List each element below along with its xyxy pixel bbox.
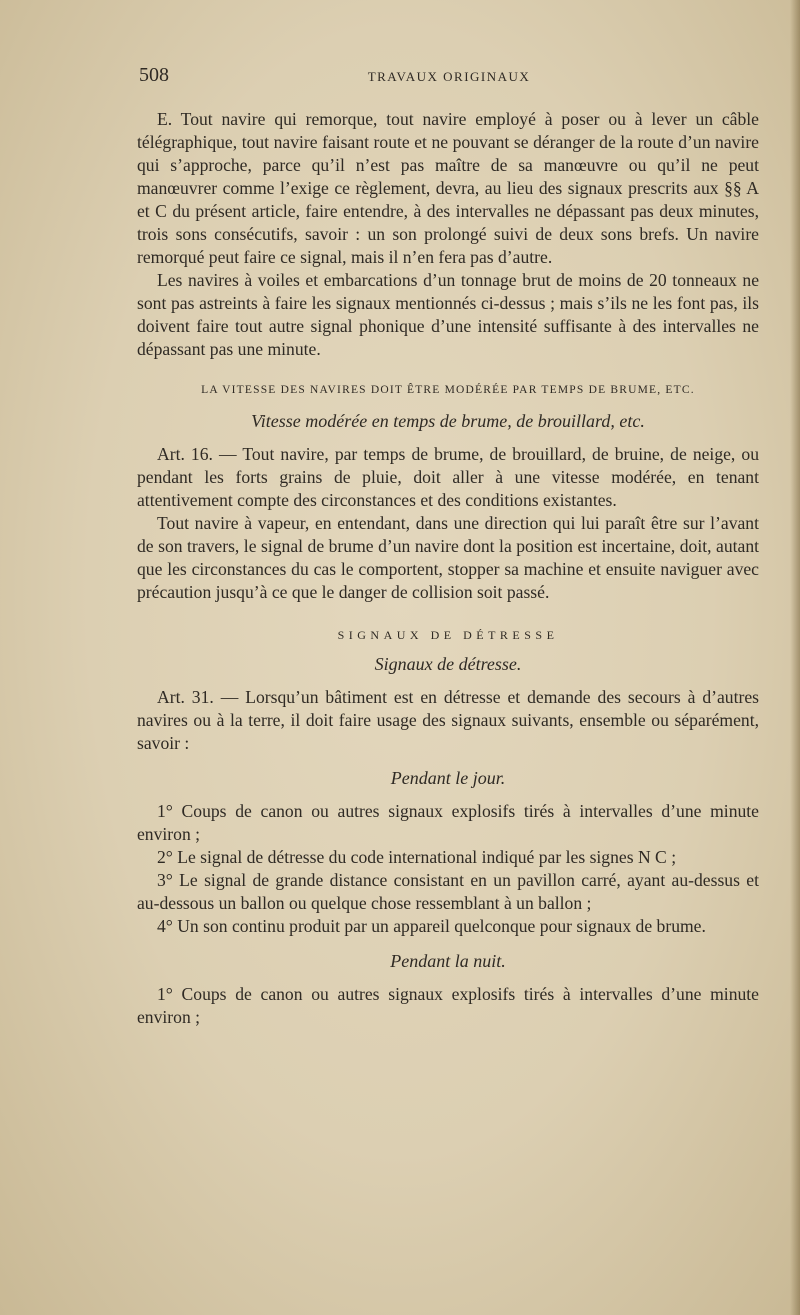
paragraph-section-e: E. Tout navire qui remorque, tout navire employé à poser ou à lever un câble télégraphique, tout navire faisant route et ne pouvant se déranger de la route d’un navire qui s’approche, parce qu’il n’est pas maître de sa manœuvre ou qu’il ne peut manœuvrer comme l’exige ce règlement, devra, au lieu des signaux prescrits aux §§ A et C du présent article, faire entendre, à des intervalles ne dépassant pas deux minutes, trois sons consécutifs, savoir : un son prolongé suivi de deux sons brefs. Un navire remorqué peut faire ce signal, mais il n’en fera pas d’autre. (137, 109, 759, 267)
page-body (137, 108, 759, 1029)
day-signal-item-1: 1° Coups de canon ou autres signaux explosifs tirés à intervalles d’une minute environ ; (137, 801, 759, 844)
section-heading-speed: LA VITESSE DES NAVIRES DOIT ÊTRE MODÉRÉE PAR TEMPS DE BRUME, ETC. (201, 384, 695, 396)
page-edge-shadow (790, 0, 800, 1315)
section-heading-distress: SIGNAUX DE DÉTRESSE (337, 628, 559, 642)
article-16-paragraph-2: Tout navire à vapeur, en entendant, dans une direction qui lui paraît être sur l’avant de son travers, le signal de brume d’un navire dont la position est incertaine, doit, autant que les circonstances du cas le comportent, stopper sa machine et ensuite naviguer avec précaution jusqu’à ce que le danger de collision soit passé. (137, 513, 759, 602)
running-title: TRAVAUX ORIGINAUX (367, 69, 531, 84)
page-number: 508 (139, 64, 169, 86)
day-signal-item-3: 3° Le signal de grande distance consistant en un pavillon carré, ayant au-dessus et au-dessous un ballon ou quelque chose ressemblant à un ballon ; (137, 870, 759, 913)
night-signal-item-1: 1° Coups de canon ou autres signaux explosifs tirés à intervalles d’une minute environ ; (137, 984, 759, 1027)
article-16-paragraph-1: Art. 16. — Tout navire, par temps de brume, de brouillard, de bruine, de neige, ou pendant les forts grains de pluie, doit aller à une vitesse modérée, en tenant attentivement compte des circonstances et des conditions existantes. (137, 444, 759, 510)
paragraph-sailing-vessels: Les navires à voiles et embarcations d’un tonnage brut de moins de 20 tonneaux ne sont pas astreints à faire les signaux mentionnés ci-dessus ; mais s’ils ne les font pas, ils doivent faire tout autre signal phonique d’une intensité suffisante à des intervalles ne dépassant pas une minute. (137, 270, 759, 359)
page-header (139, 64, 759, 90)
article-31-paragraph: Art. 31. — Lorsqu’un bâtiment est en détresse et demande des secours à d’autres navires ou à la terre, il doit faire usage des signaux suivants, ensemble ou séparément, savoir : (137, 687, 759, 753)
subheading-speed: Vitesse modérée en temps de brume, de brouillard, etc. (251, 411, 645, 431)
day-signal-item-4: 4° Un son continu produit par un appareil quelconque pour signaux de brume. (157, 916, 706, 936)
subheading-nighttime: Pendant la nuit. (390, 951, 506, 971)
subheading-daytime: Pendant le jour. (390, 768, 506, 788)
subheading-distress: Signaux de détresse. (374, 654, 522, 674)
day-signal-item-2: 2° Le signal de détresse du code international indiqué par les signes N C ; (157, 847, 677, 867)
